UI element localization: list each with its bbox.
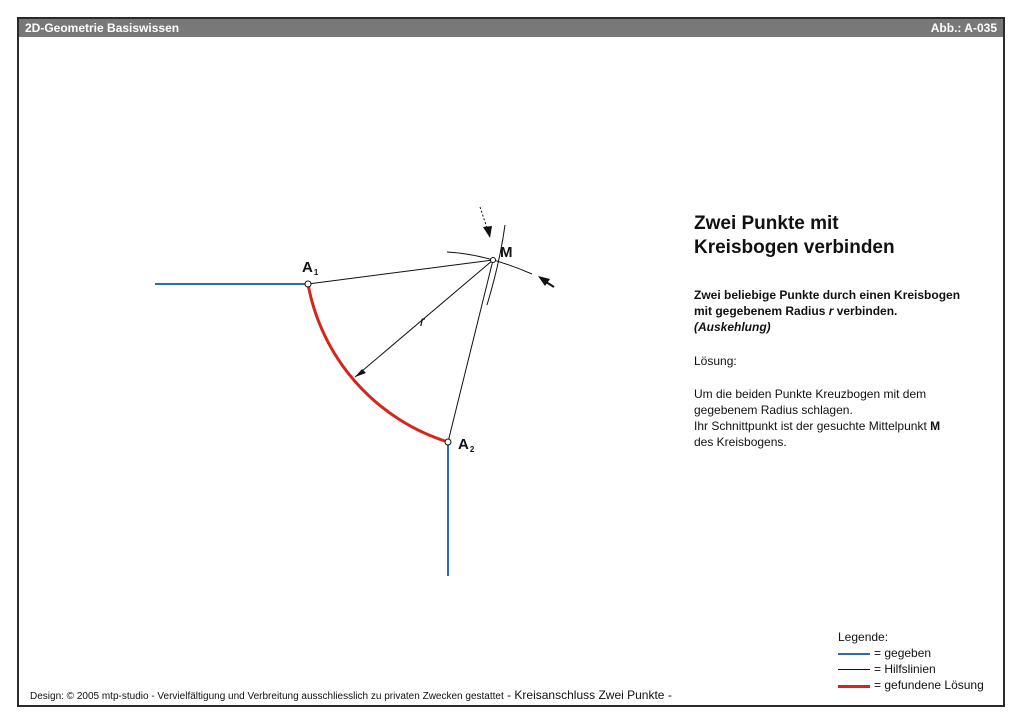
legend-label-solution: = gefundene Lösung: [874, 678, 984, 692]
figure-id: Abb.: A-035: [930, 21, 997, 35]
helper-line-a2-m: [448, 260, 493, 442]
solution-line-2: gegebenem Radius schlagen.: [694, 403, 853, 417]
label-a1: $A_1$: [302, 259, 319, 277]
solution-heading: Lösung:: [694, 354, 737, 368]
legend-row-given: [838, 646, 932, 662]
legend-label-helper: = Hilfslinien: [874, 662, 936, 676]
label-a2: $A_2$: [458, 436, 475, 454]
legend-swatch-given: [838, 653, 870, 655]
desc-line-1: Zwei beliebige Punkte durch einen Kreisbogen: [694, 288, 961, 302]
solution-text: [694, 386, 994, 450]
legend-label-given: = gegeben: [874, 646, 932, 660]
legend-row-solution: [838, 678, 984, 694]
legend-swatch-solution: [838, 685, 870, 688]
footer: [30, 688, 672, 702]
desc-line-2: mit gegebenem Radius r verbinden.: [694, 304, 898, 318]
point-a2: [445, 439, 451, 445]
info-title-line-2: Kreisbogen verbinden: [694, 237, 895, 258]
legend-title: Legende:: [838, 630, 889, 644]
info-title-line-1: Zwei Punkte mit: [694, 213, 839, 234]
info-title: [694, 212, 994, 260]
footer-copyright: Design: © 2005 mtp-studio - Vervielfältigung und Verbreitung ausschliesslich zu privaten Zwecken gestattet: [30, 691, 504, 702]
info-panel: [694, 212, 994, 450]
solution-line-1: Um die beiden Punkte Kreuzbogen mit dem: [694, 387, 927, 401]
info-description: [694, 287, 994, 335]
label-radius: r: [420, 313, 425, 329]
legend-swatch-helper: [838, 669, 870, 670]
helper-line-a1-m: [308, 260, 493, 284]
radius-arrowhead: [355, 369, 366, 377]
point-m: [491, 258, 496, 263]
legend-row-helper: [838, 662, 936, 678]
pointer-arrow-top-head: [483, 226, 492, 238]
header-title: 2D-Geometrie Basiswissen: [25, 21, 180, 35]
solution-arc: [308, 284, 448, 442]
solution-line-4: des Kreisbogens.: [694, 435, 787, 449]
footer-topic: - Kreisanschluss Zwei Punkte -: [503, 688, 672, 702]
solution-line-3: Ihr Schnittpunkt ist der gesuchte Mittelpunkt M: [694, 419, 941, 433]
pointer-arrow-top-shaft: [480, 207, 487, 228]
label-m: M: [500, 244, 513, 261]
point-a1: [305, 281, 311, 287]
legend: [838, 630, 984, 694]
desc-line-3: (Auskehlung): [694, 320, 771, 334]
